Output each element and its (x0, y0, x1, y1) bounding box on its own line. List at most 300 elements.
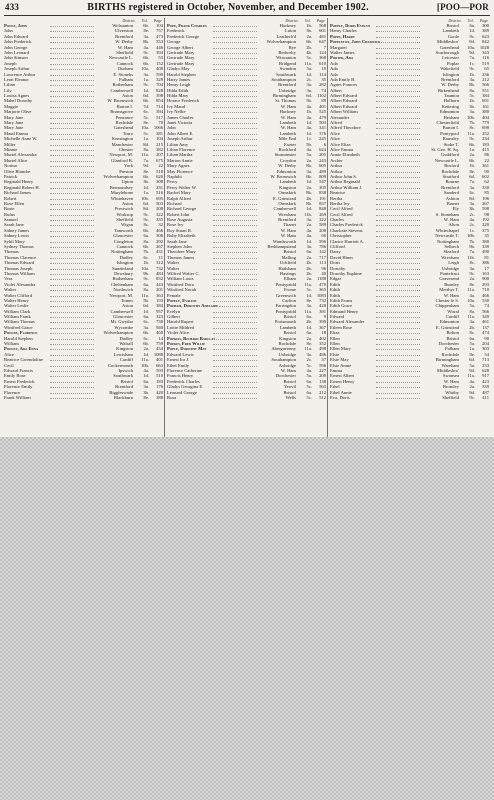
entry-page: 375 (482, 227, 489, 233)
column-heading-page: Page (479, 18, 488, 23)
entry-name: Joseph Arthur (167, 136, 193, 142)
entry-leader (50, 34, 95, 38)
entry-volume: 9b. (469, 244, 475, 250)
entry-district: Wells (285, 394, 296, 400)
entry-leader (213, 82, 258, 86)
entry-name: Leon Eleanor (4, 76, 29, 82)
entry-leader (213, 77, 258, 81)
entry-name: William Louis (167, 276, 194, 282)
entry-district: Worksop (116, 211, 133, 217)
entry-volume: 8e. (143, 168, 149, 174)
entry-page: 446 (156, 44, 163, 50)
entry-district: Camberwell (110, 308, 133, 314)
entry-name: Vera (4, 276, 13, 282)
entry-page: 473 (156, 33, 163, 39)
entry-leader (50, 163, 95, 167)
entry-district: Bosford (444, 163, 459, 169)
entry-page: 227 (319, 368, 326, 373)
entry-leader (213, 206, 258, 210)
entry-leader (376, 330, 421, 334)
entry-name: Pope, Frank Charles (167, 23, 207, 28)
entry-leader (213, 55, 258, 59)
entry-district: Islington (442, 71, 459, 77)
entry-district: Wrexham (278, 211, 296, 217)
entry-leader (50, 158, 95, 162)
entry-name: Emily Rose (4, 373, 26, 379)
entry-name: Hilda Mary (167, 93, 189, 99)
entry-name: Walter Clifford (4, 292, 32, 298)
entry-volume: 6a. (306, 314, 312, 320)
entry-page: 89 (321, 98, 326, 104)
entry-leader (376, 174, 421, 178)
entry-volume: 4a. (469, 378, 475, 384)
entry-volume: 8e. (469, 168, 475, 174)
entry-page: 183 (156, 378, 163, 384)
entry-page: 142 (319, 249, 326, 255)
entry-district: Bristol (283, 330, 296, 336)
entry-district: Leatherh'd (276, 33, 296, 39)
register-column-3 (330, 18, 490, 438)
column-heading-vol: Vol. (141, 18, 148, 23)
entry-volume: 3a. (306, 82, 312, 88)
entry-leader (213, 260, 258, 264)
entry-name: Albert (330, 87, 342, 93)
entry-volume: 2a. (306, 184, 312, 190)
entry-name: Alice Emma (330, 146, 354, 152)
entry-leader (50, 28, 95, 32)
entry-name: Frederick George (167, 33, 200, 39)
entry-name: Evelyn (167, 308, 181, 314)
entry-page: 114 (319, 71, 326, 77)
entry-district: Barnsley (442, 136, 459, 142)
entry-page: 312 (156, 260, 163, 266)
entry-name: Dorothy Euphine (330, 270, 362, 276)
entry-district: Rye (288, 44, 296, 50)
entry-leader (213, 147, 258, 151)
entry-leader (213, 185, 258, 189)
entry-district: Uxbridge (278, 87, 296, 93)
entry-leader (213, 346, 258, 350)
entry-name: Violet Alexandra (4, 281, 36, 287)
entry-volume: 8e. (143, 394, 149, 400)
entry-leader (50, 228, 95, 232)
entry-volume: 6a. (469, 335, 475, 341)
entry-district: Newcastle T. (435, 233, 459, 239)
entry-volume: 5a. (306, 373, 312, 379)
entry-leader (376, 93, 421, 97)
entry-name: Stephen John (167, 244, 192, 250)
entry-district: Croydon (279, 157, 296, 163)
column-heading-district: District. (448, 18, 462, 23)
entry-volume: 11a. (141, 292, 149, 298)
entry-name: Cecil Alfred (330, 211, 353, 217)
entry-volume: 1b. (306, 109, 312, 115)
entry-district: Sheffield (442, 394, 459, 400)
entry-leader (50, 152, 95, 156)
entry-leader (213, 368, 258, 372)
entry-district: Walsall (119, 341, 133, 347)
entry-page: 602 (482, 173, 489, 179)
entry-name: Lottie Mildred (167, 324, 194, 330)
entry-district: Bristol (446, 23, 459, 28)
entry-page: 207 (156, 152, 163, 158)
entry-volume: 4b. (306, 49, 312, 55)
entry-district: Guildford (440, 152, 459, 158)
entry-name: Elsie May (330, 357, 349, 363)
entry-volume: 6a. (306, 389, 312, 395)
entry-name: Percy (167, 179, 178, 185)
entry-leader (376, 61, 421, 65)
entry-name: Rose Ellen (4, 200, 25, 206)
entry-volume: 8b. (306, 163, 312, 169)
entry-district: Wrexham (441, 254, 459, 260)
entry-name: Ernest Frederick (4, 378, 35, 384)
entry-name: John George (4, 44, 28, 50)
entry-district: Sunderland (112, 265, 133, 271)
entry-page: 401 (156, 357, 163, 363)
entry-page: 598 (482, 206, 489, 212)
entry-leader (376, 28, 421, 32)
entry-volume: 1d. (306, 130, 312, 136)
entry-page: 90 (484, 335, 489, 341)
entry-leader (376, 77, 421, 81)
entry-name: Christopher (330, 233, 352, 239)
entry-leader (213, 131, 258, 135)
entry-district: Aston (122, 93, 133, 99)
entry-name: Maggie (4, 103, 19, 109)
entry-name: Naphthi (167, 173, 182, 179)
entry-volume: 2a. (143, 346, 149, 352)
entry-name: Leonard George (167, 389, 197, 395)
entry-page: 917 (482, 373, 489, 379)
entry-leader (50, 190, 95, 194)
entry-district: Bristol (446, 335, 459, 341)
entry-page: 269 (319, 211, 326, 217)
entry-page: 163 (482, 270, 489, 276)
entry-district: Carlton (282, 297, 296, 303)
entry-page: 70 (158, 120, 163, 126)
entry-name: Edith Grace (330, 303, 353, 309)
entry-name: Margaret (330, 44, 347, 50)
entry-name: David Hines (330, 254, 354, 260)
entry-name: Charles (330, 217, 345, 223)
entry-leader (213, 239, 258, 243)
entry-name: John (167, 125, 176, 131)
entry-page: 486 (319, 351, 326, 357)
entry-volume: 2c. (306, 76, 312, 82)
entry-page: 443 (156, 281, 163, 287)
entry-volume: 1d. (306, 179, 312, 185)
entry-district: Rochdale (441, 351, 459, 357)
entry-district: Leicester (442, 55, 459, 61)
entry-district: Luton (285, 28, 296, 34)
entry-leader (50, 395, 95, 399)
entry-district: W. Derby (115, 39, 133, 45)
entry-volume: 10a. (141, 125, 149, 131)
entry-name: Annie Elizabeth (330, 152, 360, 158)
entry-leader (213, 244, 258, 248)
entry-volume: 6a. (306, 249, 312, 255)
entry-leader (50, 131, 95, 135)
entry-page: 245 (319, 136, 326, 142)
entry-page: 512 (319, 394, 326, 400)
entry-leader (213, 120, 258, 124)
entry-page: 138 (319, 378, 326, 384)
entry-leader (376, 363, 421, 367)
entry-district: Birmingham (272, 93, 296, 99)
entry-name: Ralph Alfred (167, 195, 191, 201)
entry-leader (50, 276, 95, 280)
entry-page: 113 (319, 260, 326, 266)
entry-name: Rufus (4, 211, 15, 217)
entry-volume: 6b. (306, 39, 312, 45)
entry-name: John Stinson (4, 55, 28, 61)
entry-volume: 6c. (469, 190, 475, 196)
entry-district: Chippenham (435, 303, 459, 309)
entry-volume: 1b. (469, 163, 475, 169)
entry-volume: 8c. (469, 260, 475, 266)
entry-district: W. Ham (443, 292, 459, 298)
entry-page: 786 (319, 244, 326, 250)
entry-volume: 8e. (469, 351, 475, 357)
entry-name: Thomas James (167, 254, 195, 260)
entry-leader (213, 174, 258, 178)
entry-leader (50, 325, 95, 329)
register-entry (167, 395, 327, 400)
entry-page: 605 (319, 163, 326, 169)
entry-name: Elsie (330, 351, 340, 357)
entry-volume: 7a. (143, 157, 149, 163)
entry-page: 838 (319, 190, 326, 196)
entry-leader (213, 88, 258, 92)
entry-volume: 6b. (306, 173, 312, 179)
entry-district: W. Ham (280, 227, 296, 233)
entry-leader (213, 61, 258, 65)
entry-district: Middlesbro' (436, 39, 459, 45)
entry-volume: 5a. (469, 362, 475, 368)
entry-page: 957 (156, 308, 163, 314)
entry-name: Thomas Edward (4, 260, 35, 266)
entry-name: Harold Stephen (167, 71, 196, 77)
entry-leader (213, 196, 258, 200)
entry-volume: 6a. (306, 378, 312, 384)
entry-page: 589 (319, 222, 326, 228)
entry-volume: 3a. (306, 351, 312, 357)
entry-leader (376, 222, 421, 226)
entry-volume: 1d. (306, 206, 312, 212)
entry-district: Lambeth (279, 120, 296, 126)
entry-page: 563 (319, 384, 326, 390)
entry-volume: 3b. (143, 389, 149, 395)
entry-district: Pontypridd (275, 281, 296, 287)
entry-leader (376, 341, 421, 345)
entry-district: Thanet (283, 222, 296, 228)
entry-name: Beatrice Gwendoline (4, 357, 43, 363)
entry-page: 401 (319, 103, 326, 109)
entry-volume: 10b. (140, 362, 149, 368)
entry-name: Minnie (4, 146, 18, 152)
entry-volume: 2b. (306, 44, 312, 50)
entry-page: 233 (482, 362, 489, 368)
entry-page: 411 (482, 394, 489, 400)
entry-leader (50, 298, 95, 302)
entry-district: Cannock (116, 60, 133, 66)
entry-district: Dorchester (275, 373, 296, 379)
entry-name: Lilian Amy (167, 141, 189, 147)
entry-page: 60 (321, 233, 326, 239)
entry-leader (50, 23, 95, 27)
entry-page: 90 (484, 168, 489, 174)
entry-volume: 7b. (469, 238, 475, 244)
entry-page: 647 (319, 39, 326, 45)
entry-volume: 1d. (306, 324, 312, 330)
entry-leader (213, 228, 258, 232)
entry-volume: 9c. (143, 217, 149, 223)
entry-volume: 4a. (306, 233, 312, 239)
entry-volume: 10b. (140, 195, 149, 201)
entry-name: Henry Leigh (167, 82, 191, 88)
entry-leader (376, 314, 421, 318)
entry-leader (213, 201, 258, 205)
entry-name: Eileen Rose (330, 324, 353, 330)
entry-volume: 6d. (143, 303, 149, 309)
entry-leader (213, 325, 258, 329)
entry-leader (213, 217, 258, 221)
entry-name: Alfred (330, 120, 342, 126)
entry-district: Ashton (445, 195, 459, 201)
entry-volume: 11a. (467, 373, 475, 379)
entry-name: Eva, Doris (330, 394, 350, 400)
entry-name: Albert Edward (330, 98, 358, 104)
entry-district: Upton (121, 179, 133, 185)
page-number: 433 (5, 2, 20, 12)
entry-volume: 8c. (143, 222, 149, 228)
entry-volume: 6a. (143, 281, 149, 287)
entry-volume: 4a. (143, 44, 149, 50)
entry-leader (50, 260, 95, 264)
entry-leader (376, 379, 421, 383)
entry-leader (213, 363, 258, 367)
entry-leader (50, 61, 95, 65)
entry-page: 675 (156, 157, 163, 163)
entry-volume: 11a. (141, 152, 149, 158)
entry-leader (213, 287, 258, 291)
entry-name: Winifred Norah (167, 287, 197, 293)
entry-leader (376, 23, 421, 27)
entry-leader (213, 373, 258, 377)
entry-leader (376, 163, 421, 167)
entry-leader (213, 319, 258, 323)
entry-leader (376, 260, 421, 264)
entry-leader (376, 190, 421, 194)
entry-page: 104 (156, 23, 163, 28)
entry-volume: 2c. (306, 357, 312, 363)
entry-volume: 3a. (469, 76, 475, 82)
entry-page: 380 (482, 238, 489, 244)
entry-district: Frome (284, 287, 296, 293)
entry-page: 243 (319, 157, 326, 163)
entry-leader (376, 373, 421, 377)
entry-leader (213, 93, 258, 97)
entry-name: Sarah Jane (167, 238, 187, 244)
entry-page: 292 (156, 238, 163, 244)
entry-district: Durham (117, 66, 133, 72)
entry-name: Frederick (167, 28, 185, 34)
entry-district: Ormskirk (278, 190, 296, 196)
entry-leader (376, 384, 421, 388)
entry-name: Rachel Mary (167, 190, 191, 196)
entry-page: 201 (156, 287, 163, 293)
entry-name: Bertha Ivy (330, 200, 350, 206)
entry-volume: 8a. (143, 287, 149, 293)
entry-volume: 1a. (469, 146, 475, 152)
entry-name: Porter, Ada (330, 55, 354, 61)
entry-leader (213, 276, 258, 280)
entry-name: Florence (4, 389, 21, 395)
entry-leader (213, 330, 258, 334)
entry-page: 32 (158, 222, 163, 228)
entry-leader (50, 330, 95, 334)
entry-page: 828 (156, 87, 163, 93)
entry-page: 402 (319, 335, 326, 341)
entry-name: Ellen Mary (330, 346, 351, 352)
entry-district: Wolstanton (112, 23, 133, 28)
entry-district: Uxbridge (441, 265, 459, 271)
entry-district: Ely (452, 206, 459, 212)
entry-district: Whitechapel (435, 227, 459, 233)
entry-district: Uxbridge (278, 351, 296, 357)
entry-district: Nottingham (437, 238, 459, 244)
entry-volume: 5c. (469, 93, 475, 99)
entry-name: George Albert (167, 44, 194, 50)
entry-volume: 3b. (469, 206, 475, 212)
entry-volume: 6d. (469, 173, 475, 179)
entry-page: 339 (482, 384, 489, 390)
entry-page: 234 (482, 136, 489, 142)
entry-page: 193 (156, 297, 163, 303)
entry-district: Prestwich (114, 206, 133, 212)
entry-name: Popkiss, Richard Barclay (167, 335, 216, 341)
entry-district: Bristol (283, 249, 296, 255)
entry-name: Winifred Dora (167, 281, 194, 287)
entry-page: 19 (321, 66, 326, 72)
entry-page: 22 (484, 157, 489, 163)
entry-leader (50, 293, 95, 297)
entry-name: Florence Catherine (167, 368, 203, 373)
entry-leader (376, 158, 421, 162)
entry-volume: 8d. (143, 206, 149, 212)
entry-district: Hackney (279, 109, 296, 115)
entry-page: 713 (482, 357, 489, 363)
entry-leader (213, 66, 258, 70)
entry-name: Ivy Maud (167, 103, 185, 109)
entry-district: Bedwelty (278, 49, 296, 55)
entry-name: Female (167, 292, 181, 298)
entry-page: 267 (156, 244, 163, 250)
entry-name: Ada Emily B. (330, 76, 356, 82)
entry-volume: 6b. (143, 341, 149, 347)
entry-district: Biggleswade (109, 389, 133, 395)
entry-district: Congleton (113, 238, 133, 244)
entry-leader (376, 390, 421, 394)
entry-leader (50, 352, 95, 356)
entry-page: 300 (482, 23, 489, 28)
entry-name: Alfred Theodore (330, 125, 361, 131)
entry-district: Swindon (279, 66, 296, 72)
entry-volume: 2c. (469, 222, 475, 228)
entry-name: Albert Edward (330, 93, 358, 99)
entry-district: Burnley (444, 281, 459, 287)
